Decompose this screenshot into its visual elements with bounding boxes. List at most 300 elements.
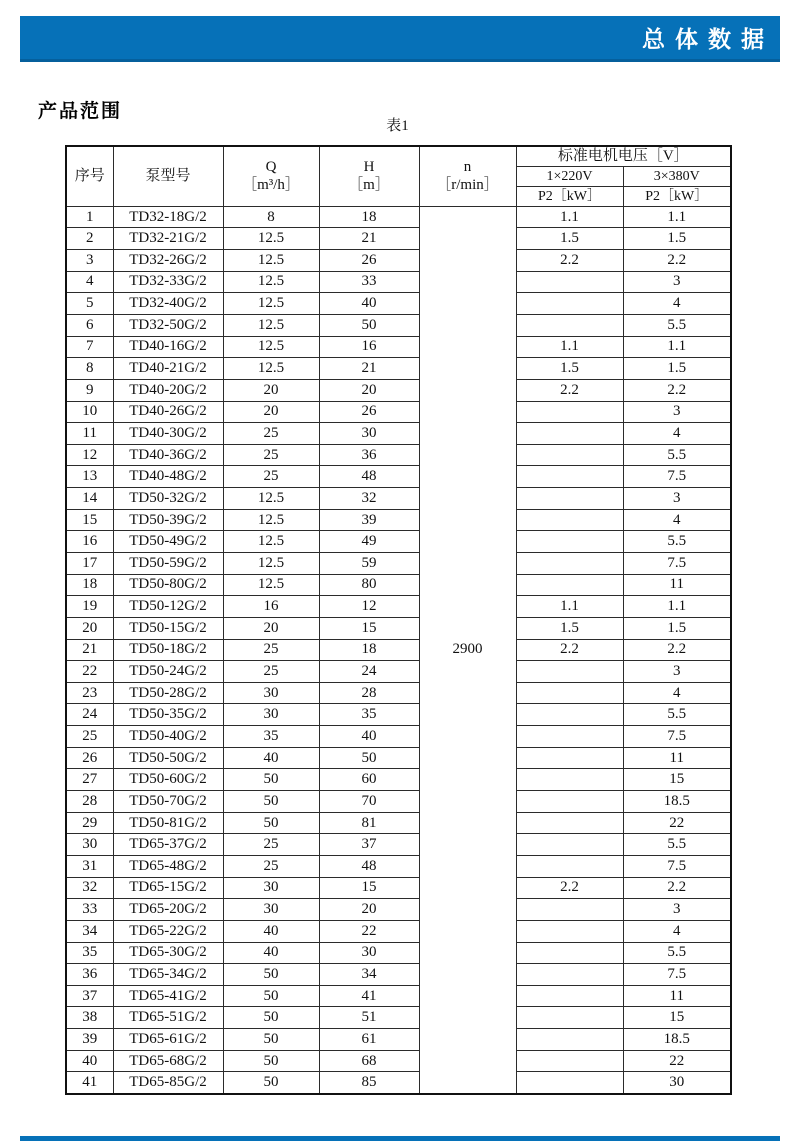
table-row: [66, 488, 731, 510]
cell-p2-380: 4: [623, 682, 731, 704]
cell-q: 30: [223, 682, 319, 704]
cell-model: TD40-30G/2: [113, 423, 223, 445]
cell-p2-220: 2.2: [516, 877, 623, 899]
cell-model: TD50-80G/2: [113, 574, 223, 596]
cell-p2-380: 15: [623, 1007, 731, 1029]
cell-p2-220: [516, 812, 623, 834]
cell-seq: 36: [66, 964, 113, 986]
cell-p2-220: [516, 1050, 623, 1072]
cell-model: TD32-21G/2: [113, 228, 223, 250]
cell-h: 30: [319, 423, 419, 445]
cell-model: TD65-48G/2: [113, 855, 223, 877]
table-row: [66, 920, 731, 942]
cell-q: 50: [223, 812, 319, 834]
cell-seq: 4: [66, 271, 113, 293]
col-header-seq: 序号: [66, 146, 113, 206]
cell-p2-220: [516, 574, 623, 596]
table-row: [66, 1029, 731, 1051]
cell-h: 41: [319, 985, 419, 1007]
cell-seq: 10: [66, 401, 113, 423]
cell-model: TD40-48G/2: [113, 466, 223, 488]
cell-p2-220: [516, 791, 623, 813]
table-row: [66, 747, 731, 769]
cell-p2-380: 18.5: [623, 791, 731, 813]
cell-seq: 6: [66, 314, 113, 336]
cell-h: 70: [319, 791, 419, 813]
cell-model: TD65-20G/2: [113, 899, 223, 921]
table-row: [66, 466, 731, 488]
cell-model: TD32-26G/2: [113, 250, 223, 272]
cell-h: 18: [319, 639, 419, 661]
q-symbol: Q: [265, 158, 277, 175]
cell-h: 35: [319, 704, 419, 726]
cell-p2-380: 30: [623, 1072, 731, 1094]
cell-q: 25: [223, 834, 319, 856]
n-symbol: n: [463, 158, 472, 175]
cell-model: TD40-26G/2: [113, 401, 223, 423]
table-row: [66, 877, 731, 899]
cell-h: 30: [319, 942, 419, 964]
table-row: [66, 1007, 731, 1029]
cell-h: 28: [319, 682, 419, 704]
cell-q: 20: [223, 617, 319, 639]
cell-model: TD65-85G/2: [113, 1072, 223, 1094]
cell-p2-220: [516, 855, 623, 877]
cell-q: 12.5: [223, 509, 319, 531]
col-header-220v: 1×220V: [516, 166, 623, 186]
cell-h: 22: [319, 920, 419, 942]
table-row: [66, 791, 731, 813]
h-unit: ［m］: [348, 177, 390, 194]
cell-q: 12.5: [223, 488, 319, 510]
cell-h: 50: [319, 314, 419, 336]
cell-q: 12.5: [223, 336, 319, 358]
cell-p2-220: [516, 964, 623, 986]
table-row: [66, 855, 731, 877]
cell-p2-380: 2.2: [623, 379, 731, 401]
cell-q: 50: [223, 1007, 319, 1029]
cell-h: 15: [319, 617, 419, 639]
cell-p2-380: 4: [623, 423, 731, 445]
cell-model: TD50-49G/2: [113, 531, 223, 553]
cell-p2-220: [516, 704, 623, 726]
col-header-n: [419, 146, 516, 206]
cell-h: 40: [319, 726, 419, 748]
cell-p2-380: 11: [623, 574, 731, 596]
cell-p2-380: 1.5: [623, 228, 731, 250]
table-row: [66, 553, 731, 575]
cell-p2-380: 3: [623, 899, 731, 921]
cell-seq: 30: [66, 834, 113, 856]
cell-seq: 35: [66, 942, 113, 964]
cell-seq: 16: [66, 531, 113, 553]
cell-model: TD50-32G/2: [113, 488, 223, 510]
cell-h: 21: [319, 228, 419, 250]
cell-h: 18: [319, 206, 419, 228]
cell-p2-220: [516, 553, 623, 575]
cell-p2-380: 3: [623, 271, 731, 293]
cell-p2-220: 1.5: [516, 617, 623, 639]
col-header-voltage-group: 标准电机电压［V］: [516, 146, 731, 166]
cell-q: 25: [223, 661, 319, 683]
cell-h: 37: [319, 834, 419, 856]
cell-seq: 5: [66, 293, 113, 315]
cell-model: TD50-81G/2: [113, 812, 223, 834]
table-body: [66, 206, 731, 1093]
cell-p2-220: [516, 488, 623, 510]
col-header-p2-380: P2［kW］: [623, 186, 731, 206]
cell-seq: 9: [66, 379, 113, 401]
banner-title: 总体数据: [642, 26, 774, 52]
cell-p2-380: 5.5: [623, 704, 731, 726]
cell-p2-220: 2.2: [516, 250, 623, 272]
cell-seq: 19: [66, 596, 113, 618]
cell-p2-220: [516, 466, 623, 488]
cell-p2-220: [516, 293, 623, 315]
cell-model: TD65-30G/2: [113, 942, 223, 964]
cell-model: TD32-18G/2: [113, 206, 223, 228]
table-row: [66, 271, 731, 293]
table-row: [66, 682, 731, 704]
cell-p2-220: [516, 769, 623, 791]
bottom-rule: [20, 1136, 780, 1141]
cell-p2-380: 1.1: [623, 596, 731, 618]
col-header-p2-220: P2［kW］: [516, 186, 623, 206]
cell-model: TD50-15G/2: [113, 617, 223, 639]
cell-model: TD65-41G/2: [113, 985, 223, 1007]
cell-h: 20: [319, 899, 419, 921]
table-row: [66, 293, 731, 315]
cell-h: 33: [319, 271, 419, 293]
cell-seq: 27: [66, 769, 113, 791]
cell-seq: 12: [66, 444, 113, 466]
cell-p2-220: [516, 899, 623, 921]
cell-seq: 11: [66, 423, 113, 445]
cell-model: TD32-40G/2: [113, 293, 223, 315]
cell-h: 34: [319, 964, 419, 986]
cell-q: 12.5: [223, 358, 319, 380]
cell-p2-220: [516, 747, 623, 769]
cell-q: 12.5: [223, 574, 319, 596]
cell-q: 25: [223, 855, 319, 877]
cell-h: 59: [319, 553, 419, 575]
cell-p2-380: 7.5: [623, 964, 731, 986]
table-row: [66, 769, 731, 791]
cell-p2-380: 3: [623, 661, 731, 683]
cell-p2-380: 5.5: [623, 314, 731, 336]
cell-q: 50: [223, 769, 319, 791]
cell-q: 8: [223, 206, 319, 228]
cell-h: 12: [319, 596, 419, 618]
cell-p2-380: 5.5: [623, 531, 731, 553]
cell-p2-380: 5.5: [623, 942, 731, 964]
cell-p2-380: 7.5: [623, 466, 731, 488]
cell-q: 30: [223, 877, 319, 899]
cell-seq: 8: [66, 358, 113, 380]
cell-seq: 2: [66, 228, 113, 250]
cell-p2-380: 4: [623, 293, 731, 315]
cell-p2-220: [516, 1072, 623, 1094]
cell-h: 81: [319, 812, 419, 834]
header-banner: [20, 16, 780, 62]
cell-p2-380: 22: [623, 812, 731, 834]
cell-p2-220: [516, 1007, 623, 1029]
cell-p2-380: 15: [623, 769, 731, 791]
cell-p2-220: 2.2: [516, 379, 623, 401]
cell-q: 25: [223, 639, 319, 661]
cell-model: TD65-22G/2: [113, 920, 223, 942]
table-row: [66, 1072, 731, 1094]
cell-seq: 29: [66, 812, 113, 834]
cell-model: TD50-28G/2: [113, 682, 223, 704]
cell-h: 50: [319, 747, 419, 769]
cell-model: TD40-21G/2: [113, 358, 223, 380]
cell-q: 50: [223, 791, 319, 813]
cell-q: 25: [223, 466, 319, 488]
cell-p2-220: 1.1: [516, 206, 623, 228]
cell-model: TD50-18G/2: [113, 639, 223, 661]
table-row: [66, 250, 731, 272]
table-row: [66, 379, 731, 401]
section-title: 产品范围: [38, 101, 123, 122]
cell-q: 50: [223, 1029, 319, 1051]
cell-h: 36: [319, 444, 419, 466]
cell-h: 21: [319, 358, 419, 380]
cell-p2-220: [516, 1029, 623, 1051]
table-row: [66, 444, 731, 466]
cell-seq: 37: [66, 985, 113, 1007]
cell-p2-380: 7.5: [623, 553, 731, 575]
cell-q: 50: [223, 964, 319, 986]
cell-q: 35: [223, 726, 319, 748]
cell-p2-380: 3: [623, 488, 731, 510]
cell-model: TD50-24G/2: [113, 661, 223, 683]
cell-p2-380: 1.5: [623, 358, 731, 380]
cell-p2-220: [516, 985, 623, 1007]
cell-h: 16: [319, 336, 419, 358]
cell-q: 30: [223, 704, 319, 726]
cell-seq: 3: [66, 250, 113, 272]
cell-q: 12.5: [223, 293, 319, 315]
cell-q: 16: [223, 596, 319, 618]
table-header: [66, 146, 731, 206]
table-row: [66, 617, 731, 639]
cell-seq: 41: [66, 1072, 113, 1094]
cell-q: 12.5: [223, 531, 319, 553]
h-symbol: H: [363, 158, 375, 175]
cell-h: 48: [319, 466, 419, 488]
table-row: [66, 228, 731, 250]
table-row: [66, 639, 731, 661]
cell-p2-220: [516, 509, 623, 531]
cell-q: 12.5: [223, 314, 319, 336]
cell-model: TD65-34G/2: [113, 964, 223, 986]
cell-h: 80: [319, 574, 419, 596]
table-row: [66, 596, 731, 618]
cell-p2-220: [516, 423, 623, 445]
cell-seq: 40: [66, 1050, 113, 1072]
cell-seq: 15: [66, 509, 113, 531]
cell-seq: 34: [66, 920, 113, 942]
cell-h: 20: [319, 379, 419, 401]
cell-p2-380: 1.5: [623, 617, 731, 639]
table-row: [66, 812, 731, 834]
cell-model: TD40-20G/2: [113, 379, 223, 401]
cell-seq: 22: [66, 661, 113, 683]
col-header-380v: 3×380V: [623, 166, 731, 186]
cell-p2-380: 5.5: [623, 834, 731, 856]
cell-h: 51: [319, 1007, 419, 1029]
cell-seq: 7: [66, 336, 113, 358]
cell-model: TD50-60G/2: [113, 769, 223, 791]
cell-model: TD50-39G/2: [113, 509, 223, 531]
table-row: [66, 358, 731, 380]
cell-q: 12.5: [223, 271, 319, 293]
cell-q: 25: [223, 444, 319, 466]
cell-p2-220: [516, 531, 623, 553]
table-row: [66, 509, 731, 531]
header-row-1: [66, 146, 731, 166]
cell-model: TD50-70G/2: [113, 791, 223, 813]
cell-q: 12.5: [223, 553, 319, 575]
table-row: [66, 1050, 731, 1072]
cell-q: 50: [223, 1050, 319, 1072]
cell-q: 12.5: [223, 250, 319, 272]
table-row: [66, 531, 731, 553]
cell-seq: 38: [66, 1007, 113, 1029]
product-range-table: [65, 145, 732, 1095]
cell-p2-220: 1.5: [516, 228, 623, 250]
cell-q: 25: [223, 423, 319, 445]
cell-h: 24: [319, 661, 419, 683]
cell-model: TD50-40G/2: [113, 726, 223, 748]
cell-p2-220: [516, 834, 623, 856]
cell-seq: 14: [66, 488, 113, 510]
cell-seq: 21: [66, 639, 113, 661]
cell-q: 20: [223, 379, 319, 401]
table-row: [66, 985, 731, 1007]
cell-model: TD50-12G/2: [113, 596, 223, 618]
cell-model: TD32-50G/2: [113, 314, 223, 336]
cell-h: 40: [319, 293, 419, 315]
cell-q: 20: [223, 401, 319, 423]
cell-p2-380: 22: [623, 1050, 731, 1072]
cell-seq: 32: [66, 877, 113, 899]
cell-p2-220: 1.5: [516, 358, 623, 380]
cell-p2-220: [516, 942, 623, 964]
cell-seq: 23: [66, 682, 113, 704]
cell-h: 85: [319, 1072, 419, 1094]
cell-model: TD65-61G/2: [113, 1029, 223, 1051]
cell-p2-220: 1.1: [516, 596, 623, 618]
cell-seq: 17: [66, 553, 113, 575]
cell-h: 26: [319, 250, 419, 272]
cell-seq: 24: [66, 704, 113, 726]
cell-h: 32: [319, 488, 419, 510]
cell-p2-220: [516, 271, 623, 293]
table-row: [66, 401, 731, 423]
cell-p2-380: 4: [623, 920, 731, 942]
col-header-model: 泵型号: [113, 146, 223, 206]
q-unit: ［m³/h］: [242, 177, 300, 194]
cell-p2-380: 11: [623, 747, 731, 769]
cell-q: 50: [223, 1072, 319, 1094]
cell-model: TD65-37G/2: [113, 834, 223, 856]
table-row: [66, 899, 731, 921]
cell-p2-220: [516, 401, 623, 423]
cell-model: TD32-33G/2: [113, 271, 223, 293]
table-row: [66, 942, 731, 964]
cell-h: 39: [319, 509, 419, 531]
cell-p2-380: 18.5: [623, 1029, 731, 1051]
cell-model: TD65-51G/2: [113, 1007, 223, 1029]
cell-q: 40: [223, 942, 319, 964]
table-row: [66, 964, 731, 986]
cell-p2-380: 7.5: [623, 726, 731, 748]
cell-q: 50: [223, 985, 319, 1007]
cell-model: TD50-50G/2: [113, 747, 223, 769]
cell-n-speed: 2900: [419, 206, 516, 1093]
cell-h: 15: [319, 877, 419, 899]
cell-p2-380: 5.5: [623, 444, 731, 466]
cell-p2-380: 1.1: [623, 206, 731, 228]
cell-h: 48: [319, 855, 419, 877]
cell-p2-380: 4: [623, 509, 731, 531]
cell-seq: 39: [66, 1029, 113, 1051]
cell-p2-380: 2.2: [623, 639, 731, 661]
cell-p2-380: 2.2: [623, 250, 731, 272]
cell-seq: 31: [66, 855, 113, 877]
n-unit: ［r/min］: [436, 177, 499, 194]
table-row: [66, 726, 731, 748]
table-row: [66, 661, 731, 683]
cell-seq: 1: [66, 206, 113, 228]
cell-p2-380: 7.5: [623, 855, 731, 877]
cell-h: 26: [319, 401, 419, 423]
cell-h: 61: [319, 1029, 419, 1051]
cell-q: 40: [223, 747, 319, 769]
cell-p2-380: 11: [623, 985, 731, 1007]
table-row: [66, 574, 731, 596]
cell-seq: 20: [66, 617, 113, 639]
cell-h: 49: [319, 531, 419, 553]
cell-p2-380: 3: [623, 401, 731, 423]
cell-p2-220: 1.1: [516, 336, 623, 358]
cell-model: TD65-15G/2: [113, 877, 223, 899]
cell-p2-220: [516, 726, 623, 748]
cell-p2-380: 1.1: [623, 336, 731, 358]
cell-model: TD65-68G/2: [113, 1050, 223, 1072]
table-row: [66, 834, 731, 856]
cell-p2-220: 2.2: [516, 639, 623, 661]
cell-seq: 18: [66, 574, 113, 596]
cell-seq: 25: [66, 726, 113, 748]
cell-seq: 33: [66, 899, 113, 921]
cell-q: 12.5: [223, 228, 319, 250]
table-row: [66, 704, 731, 726]
table-row: [66, 423, 731, 445]
cell-p2-220: [516, 661, 623, 683]
table-row: [66, 314, 731, 336]
col-header-h: [319, 146, 419, 206]
table-caption: 表1: [386, 118, 409, 134]
cell-p2-220: [516, 314, 623, 336]
cell-seq: 13: [66, 466, 113, 488]
cell-model: TD40-16G/2: [113, 336, 223, 358]
cell-q: 40: [223, 920, 319, 942]
cell-p2-220: [516, 682, 623, 704]
cell-p2-220: [516, 444, 623, 466]
